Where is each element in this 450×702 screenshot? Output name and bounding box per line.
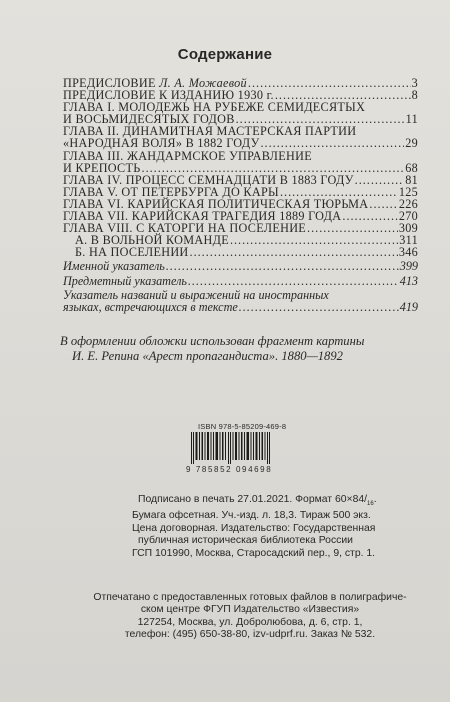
- toc-entry-label: ПРЕДИСЛОВИЕ: [63, 76, 156, 90]
- toc-leader-dots: [190, 246, 398, 258]
- toc-entry-label: ГЛАВА VI. КАРИЙСКАЯ ПОЛИТИЧЕСКАЯ ТЮРЬМА: [63, 196, 369, 211]
- page-title: Содержание: [177, 46, 273, 63]
- toc-entry-label: И ВОСЬМИДЕСЯТЫХ ГОДОВ: [63, 112, 235, 127]
- toc-page-number: 309: [398, 221, 418, 236]
- toc-entry-label: А. В ВОЛЬНОЙ КОМАНДЕ: [75, 233, 229, 248]
- toc-leader-dots: [369, 198, 397, 210]
- toc-leader-dots: [307, 222, 398, 234]
- toc-entry-label: ГЛАВА IV. ПРОЦЕСС СЕМНАДЦАТИ В 1883 ГОДУ: [63, 172, 354, 187]
- toc-entry-label: Именной указатель: [63, 259, 165, 274]
- toc-entry-label: ПРЕДИСЛОВИЕ К ИЗДАНИЮ 1930 г.: [63, 88, 274, 103]
- toc-leader-dots: [230, 234, 398, 246]
- toc-entry-label: «НАРОДНАЯ ВОЛЯ» В 1882 ГОДУ: [63, 136, 260, 151]
- toc-entry-label: ГЛАВА VIII. С КАТОРГИ НА ПОСЕЛЕНИЕ: [63, 221, 307, 236]
- table-of-contents: [63, 77, 418, 313]
- barcode-number: 9 785852 094698: [186, 465, 273, 474]
- toc-entry-chapter-1-line1: ГЛАВА I. МОЛОДЕЖЬ НА РУБЕЖЕ СЕМИДЕСЯТЫХ: [63, 100, 366, 115]
- toc-entry-chapter-3-line1: ГЛАВА III. ЖАНДАРМСКОЕ УПРАВЛЕНИЕ: [63, 148, 312, 163]
- toc-page-number: 270: [398, 209, 418, 224]
- toc-entry-author: Л. А. Можаевой: [155, 76, 247, 90]
- isbn-label: ISBN 978-5-85209-469-8: [198, 422, 287, 431]
- imprint-block: [132, 494, 432, 560]
- toc-entry-subject-index: [63, 275, 418, 287]
- toc-page-number: 11: [405, 112, 418, 127]
- toc-leader-dots: [166, 260, 399, 272]
- toc-page-number: 68: [405, 160, 418, 175]
- cover-note: [60, 334, 420, 364]
- imprint-line: [132, 494, 432, 510]
- toc-page-number: 413: [399, 273, 418, 288]
- toc-entry-label: Б. НА ПОСЕЛЕНИИ: [75, 245, 189, 260]
- printer-line: 127254, Москва, ул. Добролюбова, д. 6, стр. 1,: [137, 616, 363, 628]
- toc-entry-label: языках, встречающихся в тексте: [63, 299, 238, 314]
- barcode-graphic: [191, 432, 271, 464]
- toc-page-number: 29: [405, 136, 418, 151]
- printer-block: [70, 592, 430, 642]
- toc-entry-foreign-index: [63, 301, 418, 313]
- toc-entry-label: ГЛАВА V. ОТ ПЕТЕРБУРГА ДО КАРЫ: [63, 184, 279, 199]
- toc-entry-label: ГЛАВА VII. КАРИЙСКАЯ ТРАГЕДИЯ 1889 ГОДА: [63, 209, 342, 224]
- printer-line: Отпечатано с предоставленных готовых файлов в полиграфиче-: [93, 592, 407, 603]
- toc-entry-chapter-3: [63, 162, 418, 174]
- toc-page-number: 3: [411, 76, 418, 90]
- toc-page-number: 311: [399, 233, 418, 248]
- toc-entry-label: И КРЕПОСТЬ: [63, 160, 141, 175]
- toc-leader-dots: [261, 137, 405, 149]
- printer-line: телефон: (495) 650-38-80, izv-udprf.ru. Заказ № 532.: [124, 629, 376, 641]
- imprint-format-sub: 16: [367, 501, 374, 508]
- cover-note-line: И. Е. Репина «Арест пропагандиста». 1880—1892: [72, 349, 343, 363]
- imprint-line: ГСП 101990, Москва, Старосадский пер., 9, стр. 1.: [132, 547, 376, 559]
- toc-page-number: 125: [398, 184, 418, 199]
- toc-entry-name-index: [63, 260, 418, 272]
- toc-page-number: 399: [399, 259, 418, 274]
- toc-entry-section-b: [63, 246, 418, 258]
- cover-note-line: В оформлении обложки использован фрагмент картины: [60, 334, 365, 348]
- toc-leader-dots: [188, 275, 399, 287]
- toc-leader-dots: [142, 162, 405, 174]
- toc-entry-label: Предметный указатель: [63, 273, 187, 288]
- toc-page-number: 346: [398, 245, 418, 260]
- imprint-period: .: [373, 494, 377, 505]
- toc-entry-chapter-2: [63, 137, 418, 149]
- toc-page-number: 8: [411, 88, 418, 103]
- toc-leader-dots: [239, 301, 399, 313]
- toc-leader-dots: [342, 210, 397, 222]
- imprint-line: Бумага офсетная. Уч.-изд. л. 18,3. Тираж 500 экз.: [132, 510, 371, 522]
- toc-page-number: 419: [399, 299, 418, 314]
- printer-line: ском центре ФГУП Издательство «Известия»: [140, 604, 360, 616]
- imprint-signed-date: Подписано в печать 27.01.2021. Формат 60×84/: [138, 494, 368, 505]
- imprint-line: публичная историческая библиотека России: [138, 535, 353, 547]
- toc-entry-chapter-2-line1: ГЛАВА II. ДИНАМИТНАЯ МАСТЕРСКАЯ ПАРТИИ: [63, 124, 357, 139]
- toc-leader-dots: [355, 174, 405, 186]
- toc-page-number: 226: [398, 196, 418, 211]
- imprint-line: Цена договорная. Издательство: Государственная: [132, 522, 376, 534]
- toc-entry-foreign-index-line1: Указатель названий и выражений на иностранных: [63, 287, 329, 302]
- toc-page-number: 81: [405, 172, 418, 187]
